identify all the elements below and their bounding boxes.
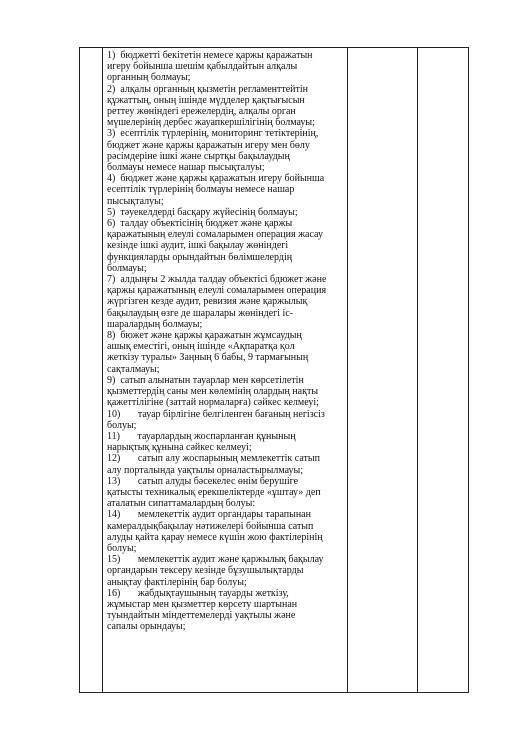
- text-line: 16) жабдықтаушының тауарды жеткізу,: [107, 587, 289, 599]
- text-line: реттеу жөніндегі ережелердің, алқалы орган: [107, 106, 296, 118]
- text-line: 15) мемлекеттік аудит және қаржылық бақылау: [107, 554, 324, 566]
- text-line: қаражатының елеулі сомаларымен операция жасау: [107, 229, 323, 241]
- text-line: 10) тауар бірлігіне белгіленген бағаның негізсіз: [107, 408, 325, 420]
- text-line: 2) алқалы органның қызметін регламенттейтін: [107, 83, 309, 95]
- text-line: бақылаудың өзге де шаралары жөніндегі іс-: [107, 307, 294, 319]
- text-line: қажеттілігіне (заттай нормаларға) сәйкес келмеуі;: [107, 397, 319, 409]
- text-line: органның болмауы;: [107, 72, 191, 84]
- text-line: жұмыстар мен қызметтер көрсету шартынан: [107, 598, 298, 610]
- text-line: жеткізу туралы» Заңның 6 бабы, 9 тармағының: [107, 352, 309, 364]
- text-line: 5) тәуекелдерді басқару жүйесінің болмауы;: [107, 206, 298, 218]
- text-line: рәсімдеріне ішкі және сыртқы бақылаудың: [107, 150, 290, 162]
- text-line: функцияларды орындайтын бөлімшелердің: [107, 251, 293, 263]
- text-line: есептілік түрлерінің болмауы немесе нашар: [107, 184, 295, 196]
- text-line: 8) бюжет және қаржы қаражатын жұмсаудың: [107, 330, 302, 342]
- text-line: ашық еместігі, оның ішінде «Ақпаратқа қол: [107, 341, 295, 353]
- empty-cell-4: [418, 48, 469, 693]
- text-line: 4) бюджет және қаржы қаражатын игеру бойынша: [107, 173, 325, 185]
- text-line: 11) тауарлардың жоспарланған құнының: [107, 430, 296, 442]
- text-line: кезінде ішкі аудит, ішкі бақылау жөніндегі: [107, 240, 289, 252]
- text-line: нарықтық құнына сәйкес келмеуі;: [107, 442, 252, 454]
- text-line: құжаттың, оның ішінде мүдделер қақтығысын: [107, 94, 305, 106]
- text-line: алуды қайта қарау немесе күшін жою фактілерінің: [107, 531, 323, 543]
- text-line: болмауы немесе нашар пысықталуы;: [107, 162, 265, 174]
- text-line: 1) бюджетті бекітетін немесе қаржы қаражатын: [107, 50, 313, 61]
- text-line: камералдықбақылау нәтижелері бойынша сатып: [107, 520, 314, 532]
- text-line: органдарын тексеру кезінде бұзушылықтарды: [107, 565, 304, 577]
- text-line: шаралардың болмауы;: [107, 318, 203, 330]
- text-line: 12) сатып алу жоспарының мемлекеттік сатып: [107, 453, 320, 465]
- empty-cell-3: [348, 48, 418, 693]
- table-row: [80, 48, 469, 693]
- text-line: мүшелерінің дербес жауапкершілігінің болмауы;: [107, 117, 315, 129]
- text-line: қатысты техникалық ерекшеліктерде «ұштау» деп: [107, 486, 321, 498]
- text-line: бюджет және қаржы қаражатын игеру мен бөлу: [107, 139, 310, 151]
- number-cell: [80, 48, 103, 693]
- text-line: 3) есептілік түрлерінің, мониторинг тетіктерінің,: [107, 128, 319, 140]
- text-line: туындайтын міндеттемелерді уақтылы және: [107, 610, 296, 622]
- text-line: қаржы қаражатының елеулі сомаларымен операция: [107, 285, 327, 297]
- text-line: 7) алдыңғы 2 жылда талдау объектісі бдюжет және: [107, 274, 327, 286]
- text-line: жүргізген кезде аудит, ревизия және қаржылық: [107, 296, 308, 308]
- text-line: 14) мемлекеттік аудит органдары тарапынан: [107, 509, 311, 521]
- text-line: сапалы орындауы;: [107, 621, 186, 633]
- text-line: алу порталында уақтылы орналастырылмауы;: [107, 464, 304, 476]
- text-line: игеру бойынша шешім қабылдайтын алқалы: [107, 61, 298, 73]
- text-line: болмауы;: [107, 262, 147, 274]
- text-line: 6) талдау объектісінің бюджет және қаржы: [107, 218, 293, 230]
- text-line: 13) сатып алуды бәсекелес өнім берушіге: [107, 475, 299, 487]
- text-line: анықтау фактілерінің бар болуы;: [107, 576, 247, 588]
- text-line: 9) сатып алынатын тауарлар мен көрсетілетін: [107, 374, 304, 386]
- criteria-table: [79, 47, 469, 693]
- text-line: болуы;: [107, 419, 137, 431]
- description-cell: [103, 48, 348, 693]
- text-line: сақталмауы;: [107, 363, 160, 375]
- description-text: [103, 48, 347, 633]
- text-line: аталатын сипаттамалардың болуы:: [107, 498, 256, 510]
- text-line: болуы;: [107, 542, 137, 554]
- text-line: пысықталуы;: [107, 195, 164, 207]
- text-line: қызметтердің саны мен көлемінің олардың нақты: [107, 386, 319, 398]
